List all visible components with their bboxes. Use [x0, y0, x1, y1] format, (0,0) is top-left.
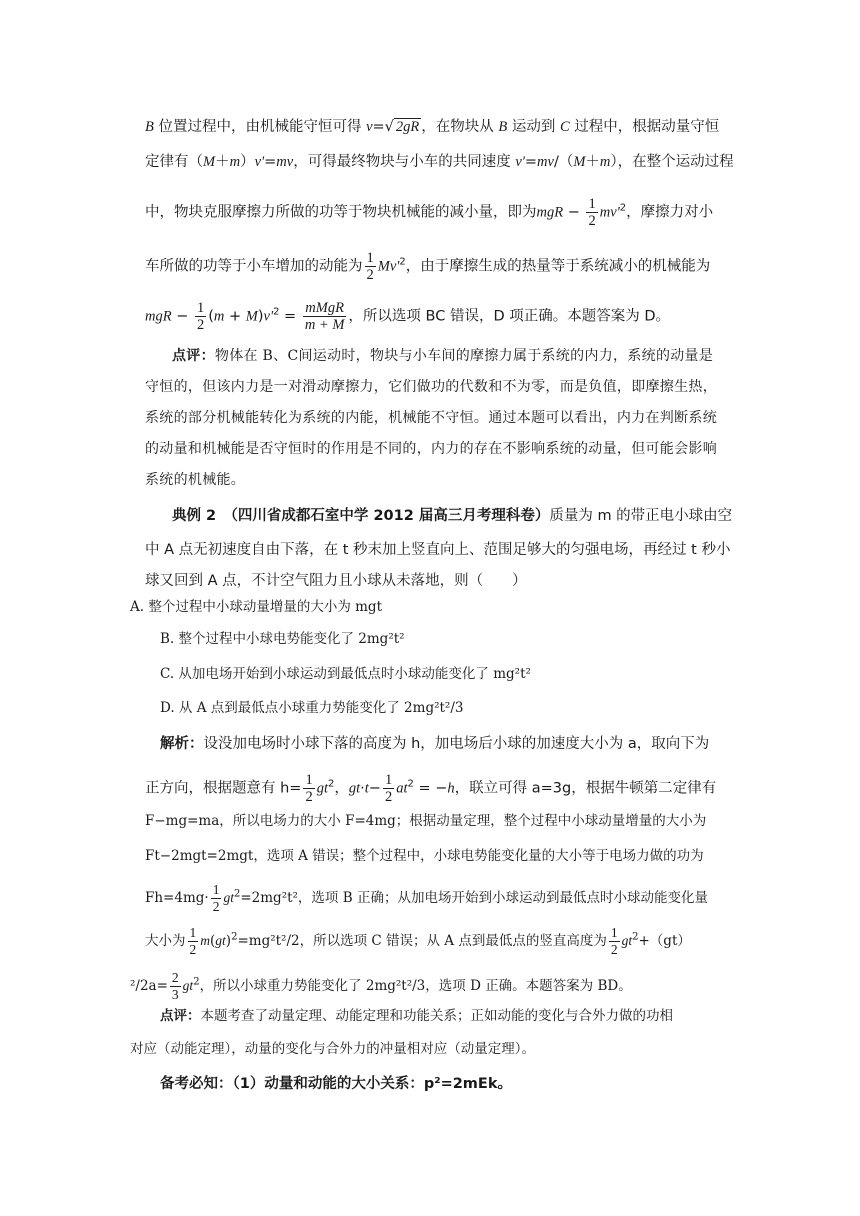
option-d: D. 从 A 点到最低点小球重力势能变化了 2mg²t²/3 — [160, 700, 464, 716]
comment1-line2: 守恒的，但该内力是一对滑动摩擦力，它们做功的代数和不为零，而是负值，即摩擦生热， — [145, 379, 717, 395]
para1-line5: mgR − $\frac{1}{2}$ $(m + M)v'^2$ = $\frac{\text{mMgR}}{m + M}$ ，所以选项 BC 错误，D 项正确。本题答案为 D。 — [145, 300, 670, 333]
comment1-line5: 系统的机械能。 — [145, 472, 246, 488]
comment2-line1: 点评：本题考查了动量定理、动能定理和功能关系；正如动能的变化与合外力做的功相 — [160, 1008, 673, 1024]
para1-line2: 定律有（M＋m）v'=mv，可得最终物块与小车的共同速度 v'=mv/（M＋m），在整个运动过程 — [145, 154, 734, 170]
comment2-line2: 对应（动能定理），动量的变化与合外力的冲量相对应（动量定理）。 — [130, 1041, 535, 1057]
solution-line4: Ft−2mgt=2mgt，选项 A 错误；整个过程中，小球电势能变化量的大小等于电场力做的功为 — [145, 848, 704, 864]
comment1-line3: 系统的部分机械能转化为系统的内能，机械能不守恒。通过本题可以看出，内力在判断系统 — [145, 410, 717, 426]
solution-line7: ²/2a= $\frac{2}{3}$ $gt^2$，所以小球重力势能变化了 2mg²t²/3，选项 D 正确。本题答案为 BD。 — [130, 970, 632, 1002]
solution-line6: 大小为 $\frac{1}{2}$ m(gt)$^2$=mg²t²/2，所以选项 C 错误；从 A 点到最低点的竖直高度为 $\frac{1}{2}$ $gt^2+(gt)$ — [145, 925, 691, 957]
para1-line4: 车所做的功等于小车增加的动能为 $\frac{1}{2}$ $Mv'^2$，由于摩擦生成的热量等于系统减小的机械能为 — [145, 250, 711, 283]
solution-line2: 正方向，根据题意有 h= $\frac{1}{2}$ $gt^2$，gt·t− $\frac{1}{2}$ $at^2 = -h$，联立可得 a=3g，根据牛顿第二定律有 — [145, 772, 717, 805]
option-b: B. 整个过程中小球电势能变化了 2mg²t² — [160, 631, 405, 647]
solution-line5: Fh=4mg· $\frac{1}{2}$ $gt^2=2mg^2t^2$，选项 B 正确；从加电场开始到小球运动到最低点时小球动能变化量 — [145, 882, 708, 914]
para1-line3: 中，物块克服摩擦力所做的功等于物块机械能的减小量，即为mgR − $\frac{1}{2}$ $mv'^2$，摩擦力对小 — [145, 196, 714, 229]
option-c: C. 从加电场开始到小球运动到最低点时小球动能变化了 mg²t² — [160, 666, 531, 682]
option-a: A. 整个过程中小球动量增量的大小为 mgt — [130, 599, 382, 615]
note-line: 备考必知：（1）动量和动能的大小关系：p²=2mEk。 — [160, 1076, 512, 1092]
para1-line1: B 位置过程中，由机械能守恒可得 v=√ 2gR ，在物块从 B 运动到 C 过程中，根据动量守恒 — [145, 119, 720, 135]
comment1-line4: 的动量和机械能是否守恒时的作用是不同的，内力的存在不影响系统的动量，但可能会影响 — [145, 441, 717, 457]
comment1-line1: 点评：物体在 B、C间运动时，物块与小车间的摩擦力属于系统的内力，系统的动量是 — [172, 348, 714, 364]
solution-line1: 解析：设没加电场时小球下落的高度为 h，加电场后小球的加速度大小为 a，取向下为 — [160, 736, 710, 752]
example2-line2: 中 A 点无初速度自由下落，在 t 秒末加上竖直向上、范围足够大的匀强电场，再经过 t 秒小 — [145, 542, 731, 558]
example2-line3: 球又回到 A 点，不计空气阻力且小球从未落地，则（ ） — [145, 573, 527, 589]
example2-line1: 典例 2 （四川省成都石室中学 2012 届高三月考理科卷）质量为 m 的带正电小球由空 — [172, 508, 733, 524]
solution-line3: F−mg=ma，所以电场力的大小 F=4mg；根据动量定理，整个过程中小球动量增量的大小为 — [145, 813, 707, 829]
